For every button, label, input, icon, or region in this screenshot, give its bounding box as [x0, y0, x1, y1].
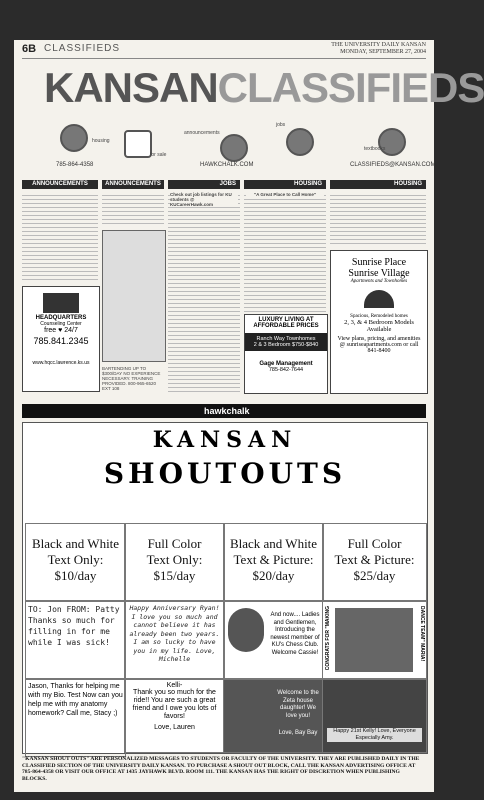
shoutout-zeta: Welcome to the Zeta house daughter! We love you! Love, Bay Bay — [223, 679, 324, 753]
email-link[interactable]: CLASSIFIEDS@KANSAN.COM — [350, 162, 436, 168]
jobs-icon — [286, 128, 314, 156]
for-sale-tag-icon — [124, 130, 152, 158]
jobs-ad: Check out job listings for KU students @ KUCareerHawk.com — [170, 192, 238, 207]
shoutout-chess: And now.... Ladies and Gentlemen, Introducing the newest member of KU's Chess Club. Welcome Cassie! — [223, 601, 324, 679]
shoutout-title-line-2: SHOUTOUTS — [103, 457, 347, 490]
shoutout-title-line-1: KANSAN — [152, 427, 298, 453]
maria-photo — [335, 608, 413, 672]
sunrise-ad: Sunrise Place Sunrise Village Apartments and Townhomes Spacious, Remodeled homes 2, 3, & 4 Bedroom Models Available View plans, pricing, and amenities @ sunriseapartments.com or call 841-8400 — [330, 250, 428, 394]
phone-number: 785-864-4358 — [56, 162, 94, 168]
site-link[interactable]: HAWKCHALK.COM — [200, 162, 254, 168]
column-head-housing-2: HOUSING — [330, 180, 426, 189]
price-bw-picture: Black and White Text & Picture: $20/day — [223, 523, 324, 601]
shoutouts-section — [22, 422, 428, 754]
housing-icon — [60, 124, 88, 152]
hawkchalk-logo: hawkchalk — [204, 406, 250, 416]
shoutout-jason: Jason, Thanks for helping me with my Bio. Test Now can you help me with my anatomy homework? Call me, Stacy ;) — [25, 679, 126, 757]
page-header — [22, 40, 426, 59]
shoutout-kelly: Happy 21st Kelly! Love, Everyone Especially Amy. — [322, 679, 427, 753]
headquarters-ad: HEADQUARTERS Counseling Center free ♥ 24/7 785.841.2345 www.hqcc.lawrence.ks.us — [22, 286, 100, 392]
price-color-picture: Full Color Text & Picture: $25/day — [322, 523, 427, 601]
classifieds-title: KANSANCLASSIFIEDS — [44, 64, 484, 111]
column-head-jobs: JOBS — [168, 180, 240, 189]
banner-icons: housing for sale announcements jobs textbooks 785-864-4358 HAWKCHALK.COM CLASSIFIEDS@KANSAN.COM — [56, 122, 436, 168]
classified-text-block — [22, 192, 98, 282]
column-head-housing: HOUSING — [244, 180, 326, 189]
classified-text-block — [102, 192, 164, 226]
event-ad-image — [102, 230, 166, 362]
cassie-photo — [228, 608, 264, 652]
page-number: 6B — [22, 43, 37, 55]
housing-ad: "A Great Place to Call Home" — [246, 192, 324, 197]
shoutout-kelli: Kelli- Thank you so much for the ride!! You are such a great friend and I owe you lots of favors! Love, Lauren — [124, 679, 225, 753]
newspaper-page — [14, 40, 484, 792]
classified-text-block — [168, 192, 240, 392]
headquarters-logo — [43, 293, 79, 313]
price-color-text: Full Color Text Only: $15/day — [124, 523, 225, 601]
section-name: CLASSIFIEDS — [44, 43, 121, 54]
shoutout-footer: "KANSAN SHOUT OUTS" ARE PERSONALIZED MESSAGES TO STUDENTS OR FACULTY OF THE UNIVERSITY. THEY ARE PUBLISHED DAILY IN THE CLASSIFIED SECTION OF THE UNIVERSITY DAILY KANSAN. TO PURCHASE A SHOUT OUT BLOCK, CALL THE KANSAN ADVERTISING OFFICE AT 785-864-4358 OR VISIT OUR OFFICE AT 1435 JAYHAWK BLVD. ROOM 111. THE KANSAN HAS THE RIGHT OF DISCRETION WHEN PUBLISHING BLOCKS. — [22, 756, 420, 782]
sun-icon — [364, 290, 394, 308]
megaphone-icon — [220, 134, 248, 162]
bartending-ad: BARTENDING UP TO $300/DAY NO EXPERIENCE NECESSARY. TRAINING PROVIDED. 800-965-6520 EXT 108 — [102, 366, 161, 391]
shoutout-ryan: Happy Anniversary Ryan! I love you so much and cannot believe it has already been two years. I am so lucky to have you in my life. Love, Michelle — [124, 601, 225, 679]
classified-text-block — [330, 192, 426, 244]
shoutout-jon: TO: Jon FROM: Patty Thanks so much for filling in for me while I was sick! — [25, 601, 126, 679]
shoutout-maria: CONGRATS FOR "MAKING DANCE TEAM" MARIA! — [322, 601, 427, 679]
column-head-announcements: ANNOUNCEMENTS — [22, 180, 98, 189]
luxury-living-ad: LUXURY LIVING AT AFFORDABLE PRICES Ranch Way Townhomes 2 & 3 Bedroom $750-$840 Gage Management 785-842-7644 — [244, 314, 328, 394]
price-bw-text: Black and White Text Only: $10/day — [25, 523, 126, 601]
masthead: THE UNIVERSITY DAILY KANSAN MONDAY, SEPTEMBER 27, 2004 — [331, 42, 426, 55]
column-head-announcements-2: ANNOUNCEMENTS — [102, 180, 164, 189]
